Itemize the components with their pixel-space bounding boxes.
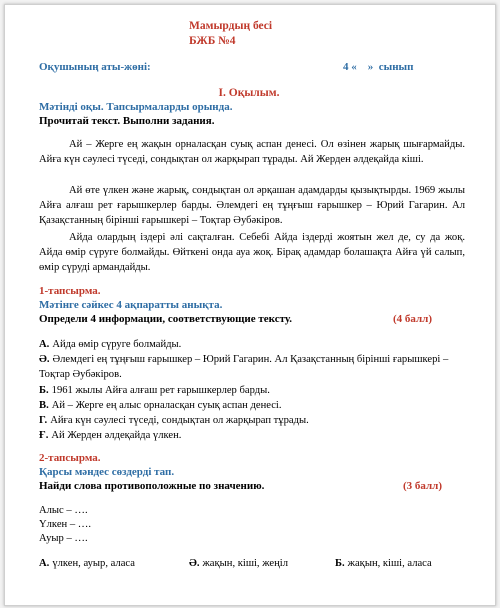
answer-text: жақын, кіші, аласа — [347, 558, 432, 569]
option-letter: В. — [39, 400, 49, 411]
task1-option[interactable] — [39, 428, 459, 443]
answer-letter: А. — [39, 558, 50, 569]
instruction-kz: Мәтінді оқы. Тапсырмаларды орында. — [39, 101, 233, 113]
section-title: І. Оқылым. — [218, 87, 280, 99]
task1-option[interactable] — [39, 337, 459, 352]
task2-word: Алыс – …. — [39, 505, 88, 516]
option-text: Ай Жерден әлдеқайда үлкен. — [51, 430, 182, 441]
task1-option[interactable] — [39, 413, 459, 428]
answer-text: үлкен, ауыр, аласа — [52, 558, 135, 569]
option-text: Айға күн сәулесі түседі, сондықтан ол жарқырап тұрады. — [50, 415, 309, 426]
option-letter: Ә. — [39, 354, 50, 365]
task2-answer-option[interactable] — [335, 558, 432, 569]
task2-title: 2-тапсырма. — [39, 452, 101, 464]
option-letter: Б. — [39, 385, 49, 396]
option-text: Ай – Жерге ең алыс орналасқан суық аспан денесі. — [51, 400, 282, 411]
task1-option[interactable] — [39, 352, 459, 382]
answer-letter: Б. — [335, 558, 345, 569]
grade-label: 4 « » сынып — [343, 61, 414, 73]
option-letter: А. — [39, 339, 50, 350]
task1-title: 1-тапсырма. — [39, 285, 101, 297]
task1-instruction-kz: Мәтінге сәйкес 4 ақпаратты анықта. — [39, 299, 223, 311]
option-letter: Г. — [39, 415, 48, 426]
instruction-ru: Прочитай текст. Выполни задания. — [39, 115, 215, 127]
answer-text: жақын, кіші, жеңіл — [202, 558, 289, 569]
task1-instruction-ru: Определи 4 информации, соответствующие тексту. — [39, 313, 293, 325]
header-month: Мамырдың бесі — [189, 20, 273, 32]
option-text: Айда өмір сүруге болмайды. — [52, 339, 182, 350]
task2-instruction-kz: Қарсы мәндес сөздерді тап. — [39, 466, 175, 478]
task2-word: Ауыр – …. — [39, 533, 88, 544]
option-text: 1961 жылы Айға алғаш рет ғарышкерлер барды. — [51, 385, 270, 396]
task2-points: (3 балл) — [403, 480, 443, 492]
header-test-number: БЖБ №4 — [189, 35, 236, 47]
text-paragraph-3: Айда олардың іздері әлі сақталған. Себебі Айда іздерді жоятын жел де, су да жоқ. Айда өмір сүруге болмайды. Өйткені онда ауа жоқ. Бірақ адамдар болашақта Айға үй салып, өмір сүруді армандайды. — [39, 232, 465, 274]
option-text: Әлемдегі ең тұңғыш ғарышкер – Юрий Гагарин. Ал Қазақстанның бірінші ғарышкері – Тоқтар Әубәкіров. — [39, 354, 449, 381]
task1-option[interactable] — [39, 383, 459, 398]
student-name-label: Оқушының аты-жөні: — [39, 61, 151, 73]
worksheet-page — [4, 4, 496, 606]
task1-option[interactable] — [39, 398, 459, 413]
task2-answer-option[interactable] — [189, 558, 288, 569]
answer-letter: Ә. — [189, 558, 200, 569]
text-paragraph-2: Ай өте үлкен және жарық, сондықтан ол әрқашан адамдарды қызықтырды. 1969 жылы Айға алғаш рет ғарышкерлер барды. Әлемдегі ең тұңғыш ғарышкер – Юрий Гагарин. Ал Қазақстанның бірінші ғарышкері – Тоқтар Әубәкіров. — [39, 185, 465, 227]
task1-points: (4 балл) — [393, 313, 433, 325]
worksheet-header — [189, 19, 272, 49]
task2-answer-option[interactable] — [39, 558, 135, 569]
task2-instruction-ru: Найди слова противоположные по значению. — [39, 480, 265, 492]
text-paragraph-1: Ай – Жерге ең жақын орналасқан суық аспан денесі. Ол өзінен жарық шығармайды. Айға күн сәулесі түседі, сондықтан ол жарқырап тұрады. Ай Жерден әлдеқайда кіші. — [39, 139, 465, 166]
task2-word: Үлкен – …. — [39, 519, 92, 530]
option-letter: Ғ. — [39, 430, 49, 441]
